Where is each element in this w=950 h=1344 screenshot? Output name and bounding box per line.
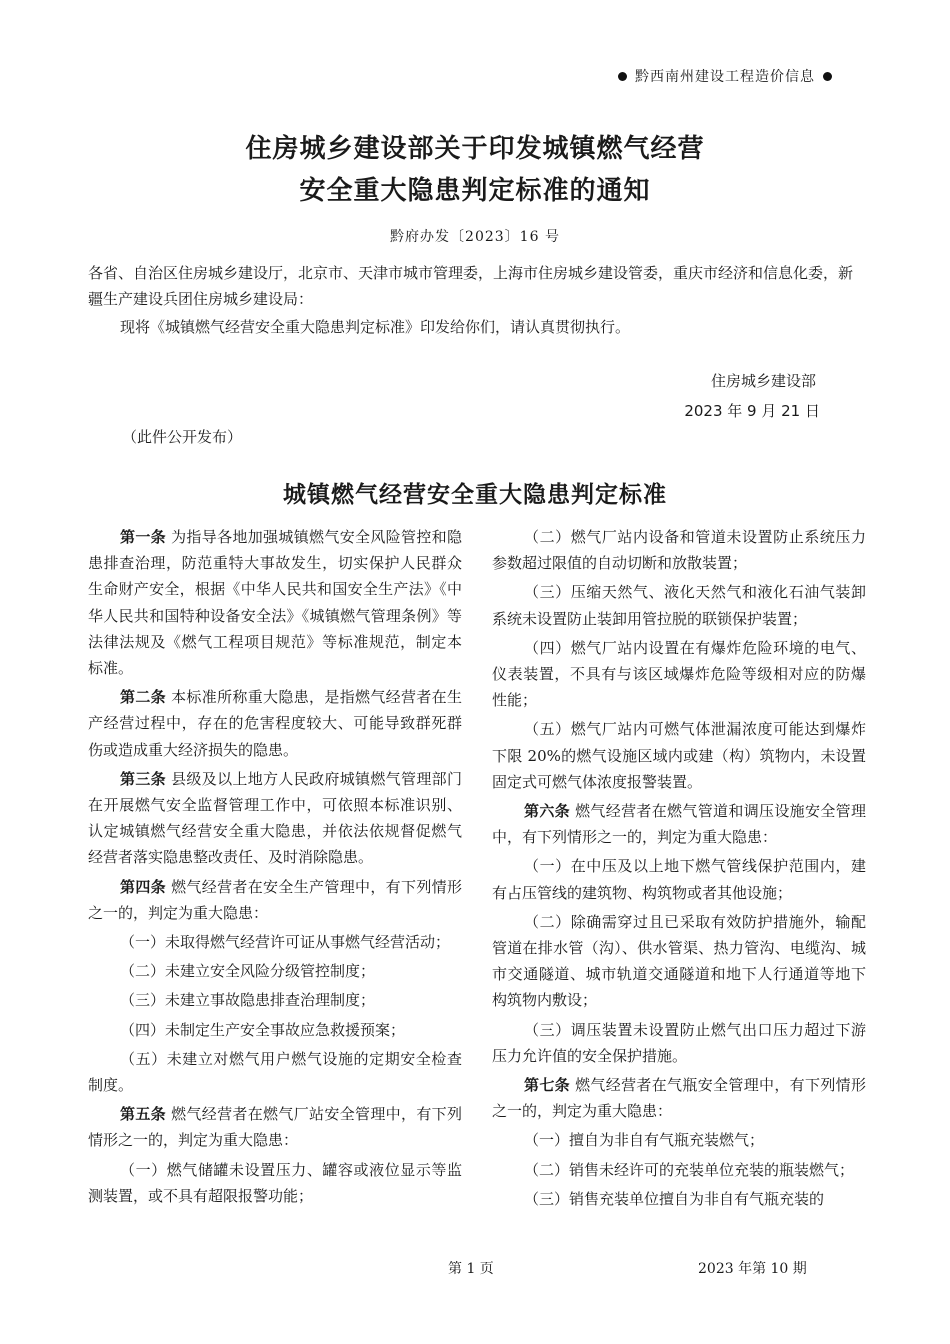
paragraph-text: 燃气经营者在燃气管道和调压设施安全管理中，有下列情形之一的，判定为重大隐患： [492, 802, 866, 847]
paragraph-text: （四）燃气厂站内设置在有爆炸危险环境的电气、仪表装置，不具有与该区域爆炸危险等级相对应的防爆性能； [492, 638, 866, 710]
bullet-dot-icon [618, 72, 627, 81]
left-column [88, 524, 462, 1212]
notice-title-line-1: 住房城乡建设部关于印发城镇燃气经营 [245, 134, 705, 164]
paragraph [88, 929, 462, 955]
paragraph-text: 县级及以上地方人民政府城镇燃气管理部门在开展燃气安全监督管理工作中，可依照本标准识别、认定城镇燃气经营安全重大隐患，并依法依规督促燃气经营者落实隐患整改责任、及时消除隐患。 [88, 769, 462, 867]
paragraph-text: 燃气经营者在安全生产管理中，有下列情形之一的，判定为重大隐患： [88, 877, 462, 922]
paragraph-text: （二）销售未经许可的充装单位充装的瓶装燃气； [524, 1160, 855, 1179]
article-heading: 第七条 [524, 1076, 570, 1095]
paragraph [88, 874, 462, 926]
paragraph-text: （一）在中压及以上地下燃气管线保护范围内，建有占压管线的建筑物、构筑物或者其他设施； [492, 857, 866, 902]
paragraph [88, 1046, 462, 1098]
paragraph-text: （四）未制定生产安全事故应急救援预案； [120, 1020, 406, 1039]
right-column [492, 524, 866, 1215]
paragraph [88, 684, 462, 763]
paragraph [88, 524, 462, 681]
paragraph-text: 燃气经营者在燃气厂站安全管理中，有下列情形之一的，判定为重大隐患： [88, 1105, 462, 1150]
article-heading: 第六条 [524, 802, 570, 821]
signature-date: 2023 年 9 月 21 日 [684, 402, 820, 420]
paragraph [492, 798, 866, 850]
paragraph-text: （一）擅自为非自有气瓶充装燃气； [524, 1131, 765, 1150]
intro-paragraph: 现将《城镇燃气经营安全重大隐患判定标准》印发给你们，请认真贯彻执行。 [120, 318, 631, 336]
paragraph [492, 853, 866, 905]
standard-title: 城镇燃气经营安全重大隐患判定标准 [283, 481, 667, 508]
paragraph [492, 716, 866, 795]
paragraph [88, 1101, 462, 1153]
paragraph-text: 燃气经营者在气瓶安全管理中，有下列情形之一的，判定为重大隐患： [492, 1076, 866, 1121]
paragraph [88, 958, 462, 984]
paragraph [492, 524, 866, 576]
paragraph [88, 1017, 462, 1043]
paragraph [492, 1072, 866, 1124]
paragraph-text: （三）销售充装单位擅自为非自有气瓶充装的 [524, 1189, 825, 1208]
paragraph-text: （五）燃气厂站内可燃气体泄漏浓度可能达到爆炸下限 20%的燃气设施区域内或建（构）筑物内，未设置固定式可燃气体浓度报警装置。 [492, 720, 866, 791]
paragraph [492, 579, 866, 631]
paragraph [492, 1157, 866, 1183]
paragraph [492, 635, 866, 714]
paragraph [492, 1127, 866, 1153]
paragraph [88, 766, 462, 871]
publication-header [618, 66, 832, 86]
article-heading: 第二条 [120, 688, 166, 707]
article-heading: 第一条 [120, 528, 166, 546]
paragraph-text: （三）未建立事故隐患排查治理制度； [120, 991, 376, 1010]
notice-title-line-2: 安全重大隐患判定标准的通知 [299, 176, 651, 206]
paragraph [492, 1186, 866, 1212]
page-number: 第 1 页 [448, 1261, 494, 1277]
addressee: 各省、自治区住房城乡建设厅，北京市、天津市城市管理委，上海市住房城乡建设管委，重庆市经济和信息化委，新疆生产建设兵团住房城乡建设局： [88, 264, 854, 308]
paragraph-text: （二）燃气厂站内设备和管道未设置防止系统压力参数超过限值的自动切断和放散装置； [492, 528, 866, 573]
paragraph-text: （五）未建立对燃气用户燃气设施的定期安全检查制度。 [88, 1049, 462, 1095]
paragraph-text: 为指导各地加强城镇燃气安全风险管控和隐患排查治理，防范重特大事故发生，切实保护人民群众生命财产安全，根据《中华人民共和国安全生产法》《中华人民共和国特种设备安全法》《城镇燃气管理条例》等法律法规及《燃气工程项目规范》等标准规范，制定本标准。 [88, 528, 462, 678]
paragraph-text: （二）未建立安全风险分级管控制度； [120, 962, 376, 981]
paragraph-text: （一）燃气储罐未设置压力、罐容或液位显示等监测装置，或不具有超限报警功能； [88, 1160, 462, 1205]
paragraph-text: （三）压缩天然气、液化天然气和液化石油气装卸系统未设置防止装卸用管拉脱的联锁保护装置； [492, 583, 866, 628]
signature-org: 住房城乡建设部 [710, 372, 816, 390]
paragraph-text: （三）调压装置未设置防止燃气出口压力超过下游压力允许值的安全保护措施。 [492, 1020, 866, 1065]
paragraph-text: 本标准所称重大隐患，是指燃气经营者在生产经营过程中，存在的危害程度较大、可能导致群死群伤或造成重大经济损失的隐患。 [88, 688, 462, 759]
issue-number: 2023 年第 10 期 [698, 1261, 807, 1277]
article-heading: 第四条 [120, 877, 166, 896]
paragraph [88, 987, 462, 1013]
paragraph [492, 909, 866, 1014]
publication-name: 黔西南州建设工程造价信息 [635, 69, 815, 85]
paragraph-text: （一）未取得燃气经营许可证从事燃气经营活动； [120, 933, 451, 952]
public-note: （此件公开发布） [122, 428, 243, 446]
bullet-dot-icon [823, 72, 832, 81]
document-number: 黔府办发〔2023〕16 号 [390, 229, 560, 245]
paragraph-text: （二）除确需穿过且已采取有效防护措施外，输配管道在排水管（沟）、供水管渠、热力管沟、电缆沟、城市交通隧道、城市轨道交通隧道和地下人行通道等地下构筑物内敷设； [492, 912, 866, 1010]
article-heading: 第三条 [120, 769, 166, 788]
paragraph [88, 1157, 462, 1209]
paragraph [492, 1017, 866, 1069]
article-heading: 第五条 [120, 1105, 166, 1124]
